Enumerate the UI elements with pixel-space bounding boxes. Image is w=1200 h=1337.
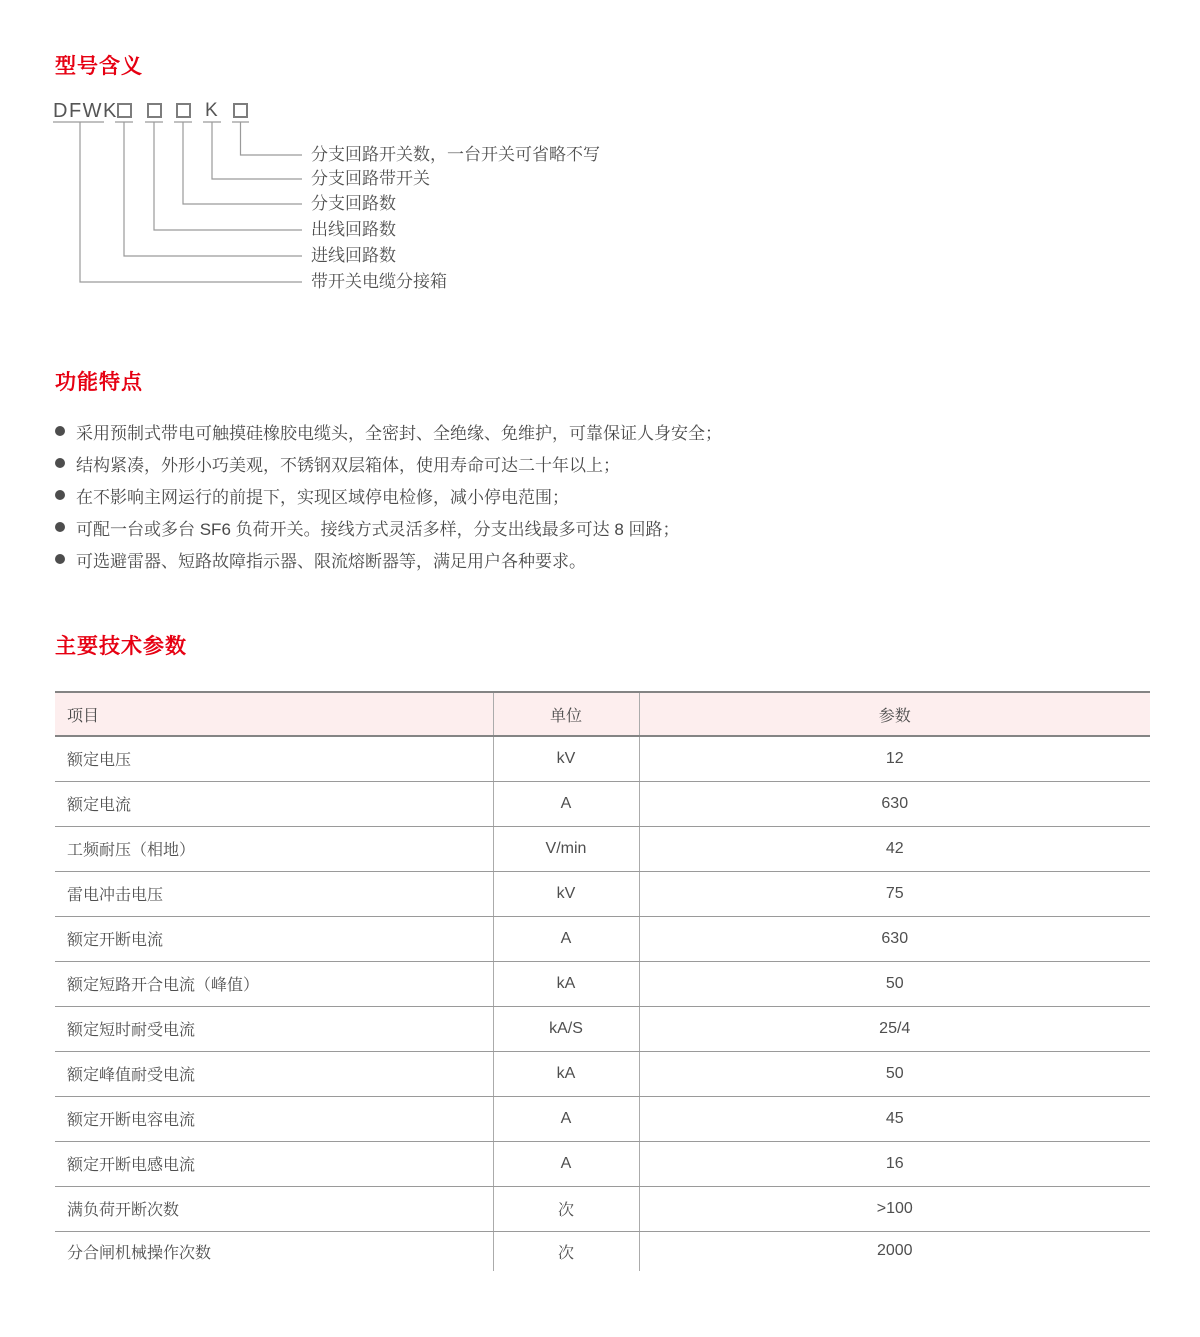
spec-item-cell: 雷电冲击电压 <box>55 871 493 916</box>
spec-value-cell: 12 <box>639 736 1150 781</box>
feature-item <box>55 511 835 543</box>
bullet-icon <box>55 426 65 436</box>
feature-text: 采用预制式带电可触摸硅橡胶电缆头，全密封、全绝缘、免维护，可靠保证人身安全； <box>76 423 722 443</box>
table-row <box>55 916 1150 961</box>
table-row <box>55 826 1150 871</box>
spec-unit-cell: kV <box>493 736 639 781</box>
spec-item-cell: 分合闸机械操作次数 <box>55 1231 493 1271</box>
bullet-icon <box>55 458 65 468</box>
spec-value-cell: 75 <box>639 871 1150 916</box>
feature-item <box>55 479 835 511</box>
spec-unit-cell: A <box>493 1096 639 1141</box>
spec-unit-cell: kA <box>493 1051 639 1096</box>
model-section-title: 型号含义 <box>55 55 143 78</box>
model-label-outgoing-circuit-count: 出线回路数 <box>311 220 396 239</box>
table-row <box>55 871 1150 916</box>
feature-text: 可选避雷器、短路故障指示器、限流熔断器等，满足用户各种要求。 <box>76 551 586 571</box>
spec-header-unit: 单位 <box>493 692 639 736</box>
model-label-incoming-circuit-count: 进线回路数 <box>311 246 396 265</box>
table-row <box>55 961 1150 1006</box>
model-placeholder-box-3 <box>176 103 191 118</box>
spec-unit-cell: A <box>493 781 639 826</box>
spec-item-cell: 工频耐压（相地） <box>55 826 493 871</box>
spec-unit-cell: kV <box>493 871 639 916</box>
spec-value-cell: 50 <box>639 961 1150 1006</box>
table-row <box>55 1231 1150 1271</box>
spec-item-cell: 额定电压 <box>55 736 493 781</box>
bullet-icon <box>55 522 65 532</box>
features-list <box>55 415 835 575</box>
spec-item-cell: 额定开断电容电流 <box>55 1096 493 1141</box>
spec-unit-cell: kA <box>493 961 639 1006</box>
bullet-icon <box>55 490 65 500</box>
spec-item-cell: 额定峰值耐受电流 <box>55 1051 493 1096</box>
spec-value-cell: 45 <box>639 1096 1150 1141</box>
model-label-branch-circuit-count: 分支回路数 <box>311 194 396 213</box>
spec-value-cell: 42 <box>639 826 1150 871</box>
model-label-branch-switch-count: 分支回路开关数，一台开关可省略不写 <box>311 145 600 164</box>
model-placeholder-box-2 <box>147 103 162 118</box>
spec-value-cell: 630 <box>639 781 1150 826</box>
spec-value-cell: 630 <box>639 916 1150 961</box>
features-section-title: 功能特点 <box>55 371 143 394</box>
table-row <box>55 1006 1150 1051</box>
feature-text: 在不影响主网运行的前提下，实现区域停电检修，减小停电范围； <box>76 487 569 507</box>
spec-value-cell: 16 <box>639 1141 1150 1186</box>
spec-unit-cell: V/min <box>493 826 639 871</box>
spec-item-cell: 满负荷开断次数 <box>55 1186 493 1231</box>
model-k-symbol: K <box>205 100 218 121</box>
model-placeholder-box-4 <box>233 103 248 118</box>
spec-unit-cell: A <box>493 916 639 961</box>
spec-unit-cell: A <box>493 1141 639 1186</box>
feature-item <box>55 415 835 447</box>
table-row <box>55 1096 1150 1141</box>
model-label-cable-branch-box: 带开关电缆分接箱 <box>311 272 447 291</box>
bullet-icon <box>55 554 65 564</box>
spec-table <box>55 691 1150 1271</box>
spec-unit-cell: 次 <box>493 1231 639 1271</box>
model-prefix-text: DFWK <box>53 100 118 122</box>
model-placeholder-box-1 <box>117 103 132 118</box>
spec-value-cell: >100 <box>639 1186 1150 1231</box>
spec-value-cell: 25/4 <box>639 1006 1150 1051</box>
spec-value-cell: 50 <box>639 1051 1150 1096</box>
spec-item-cell: 额定电流 <box>55 781 493 826</box>
table-row <box>55 1186 1150 1231</box>
spec-header-value: 参数 <box>639 692 1150 736</box>
table-row <box>55 1051 1150 1096</box>
specs-section-title: 主要技术参数 <box>55 635 187 658</box>
spec-item-cell: 额定短时耐受电流 <box>55 1006 493 1051</box>
feature-text: 结构紧凑，外形小巧美观，不锈钢双层箱体，使用寿命可达二十年以上； <box>76 455 620 475</box>
spec-value-cell: 2000 <box>876 1242 913 1260</box>
spec-item-cell: 额定开断电流 <box>55 916 493 961</box>
table-row <box>55 1141 1150 1186</box>
table-row <box>55 736 1150 781</box>
table-row <box>55 781 1150 826</box>
spec-item-cell: 额定短路开合电流（峰值） <box>55 961 493 1006</box>
spec-item-cell: 额定开断电感电流 <box>55 1141 493 1186</box>
spec-unit-cell: kA/S <box>493 1006 639 1051</box>
spec-table-header-row <box>55 692 1150 736</box>
model-label-branch-with-switch: 分支回路带开关 <box>311 169 430 188</box>
feature-item <box>55 543 835 575</box>
feature-item <box>55 447 835 479</box>
spec-header-item: 项目 <box>55 692 493 736</box>
spec-unit-cell: 次 <box>493 1186 639 1231</box>
feature-text: 可配一台或多台 SF6 负荷开关。接线方式灵活多样，分支出线最多可达 8 回路； <box>76 519 680 539</box>
